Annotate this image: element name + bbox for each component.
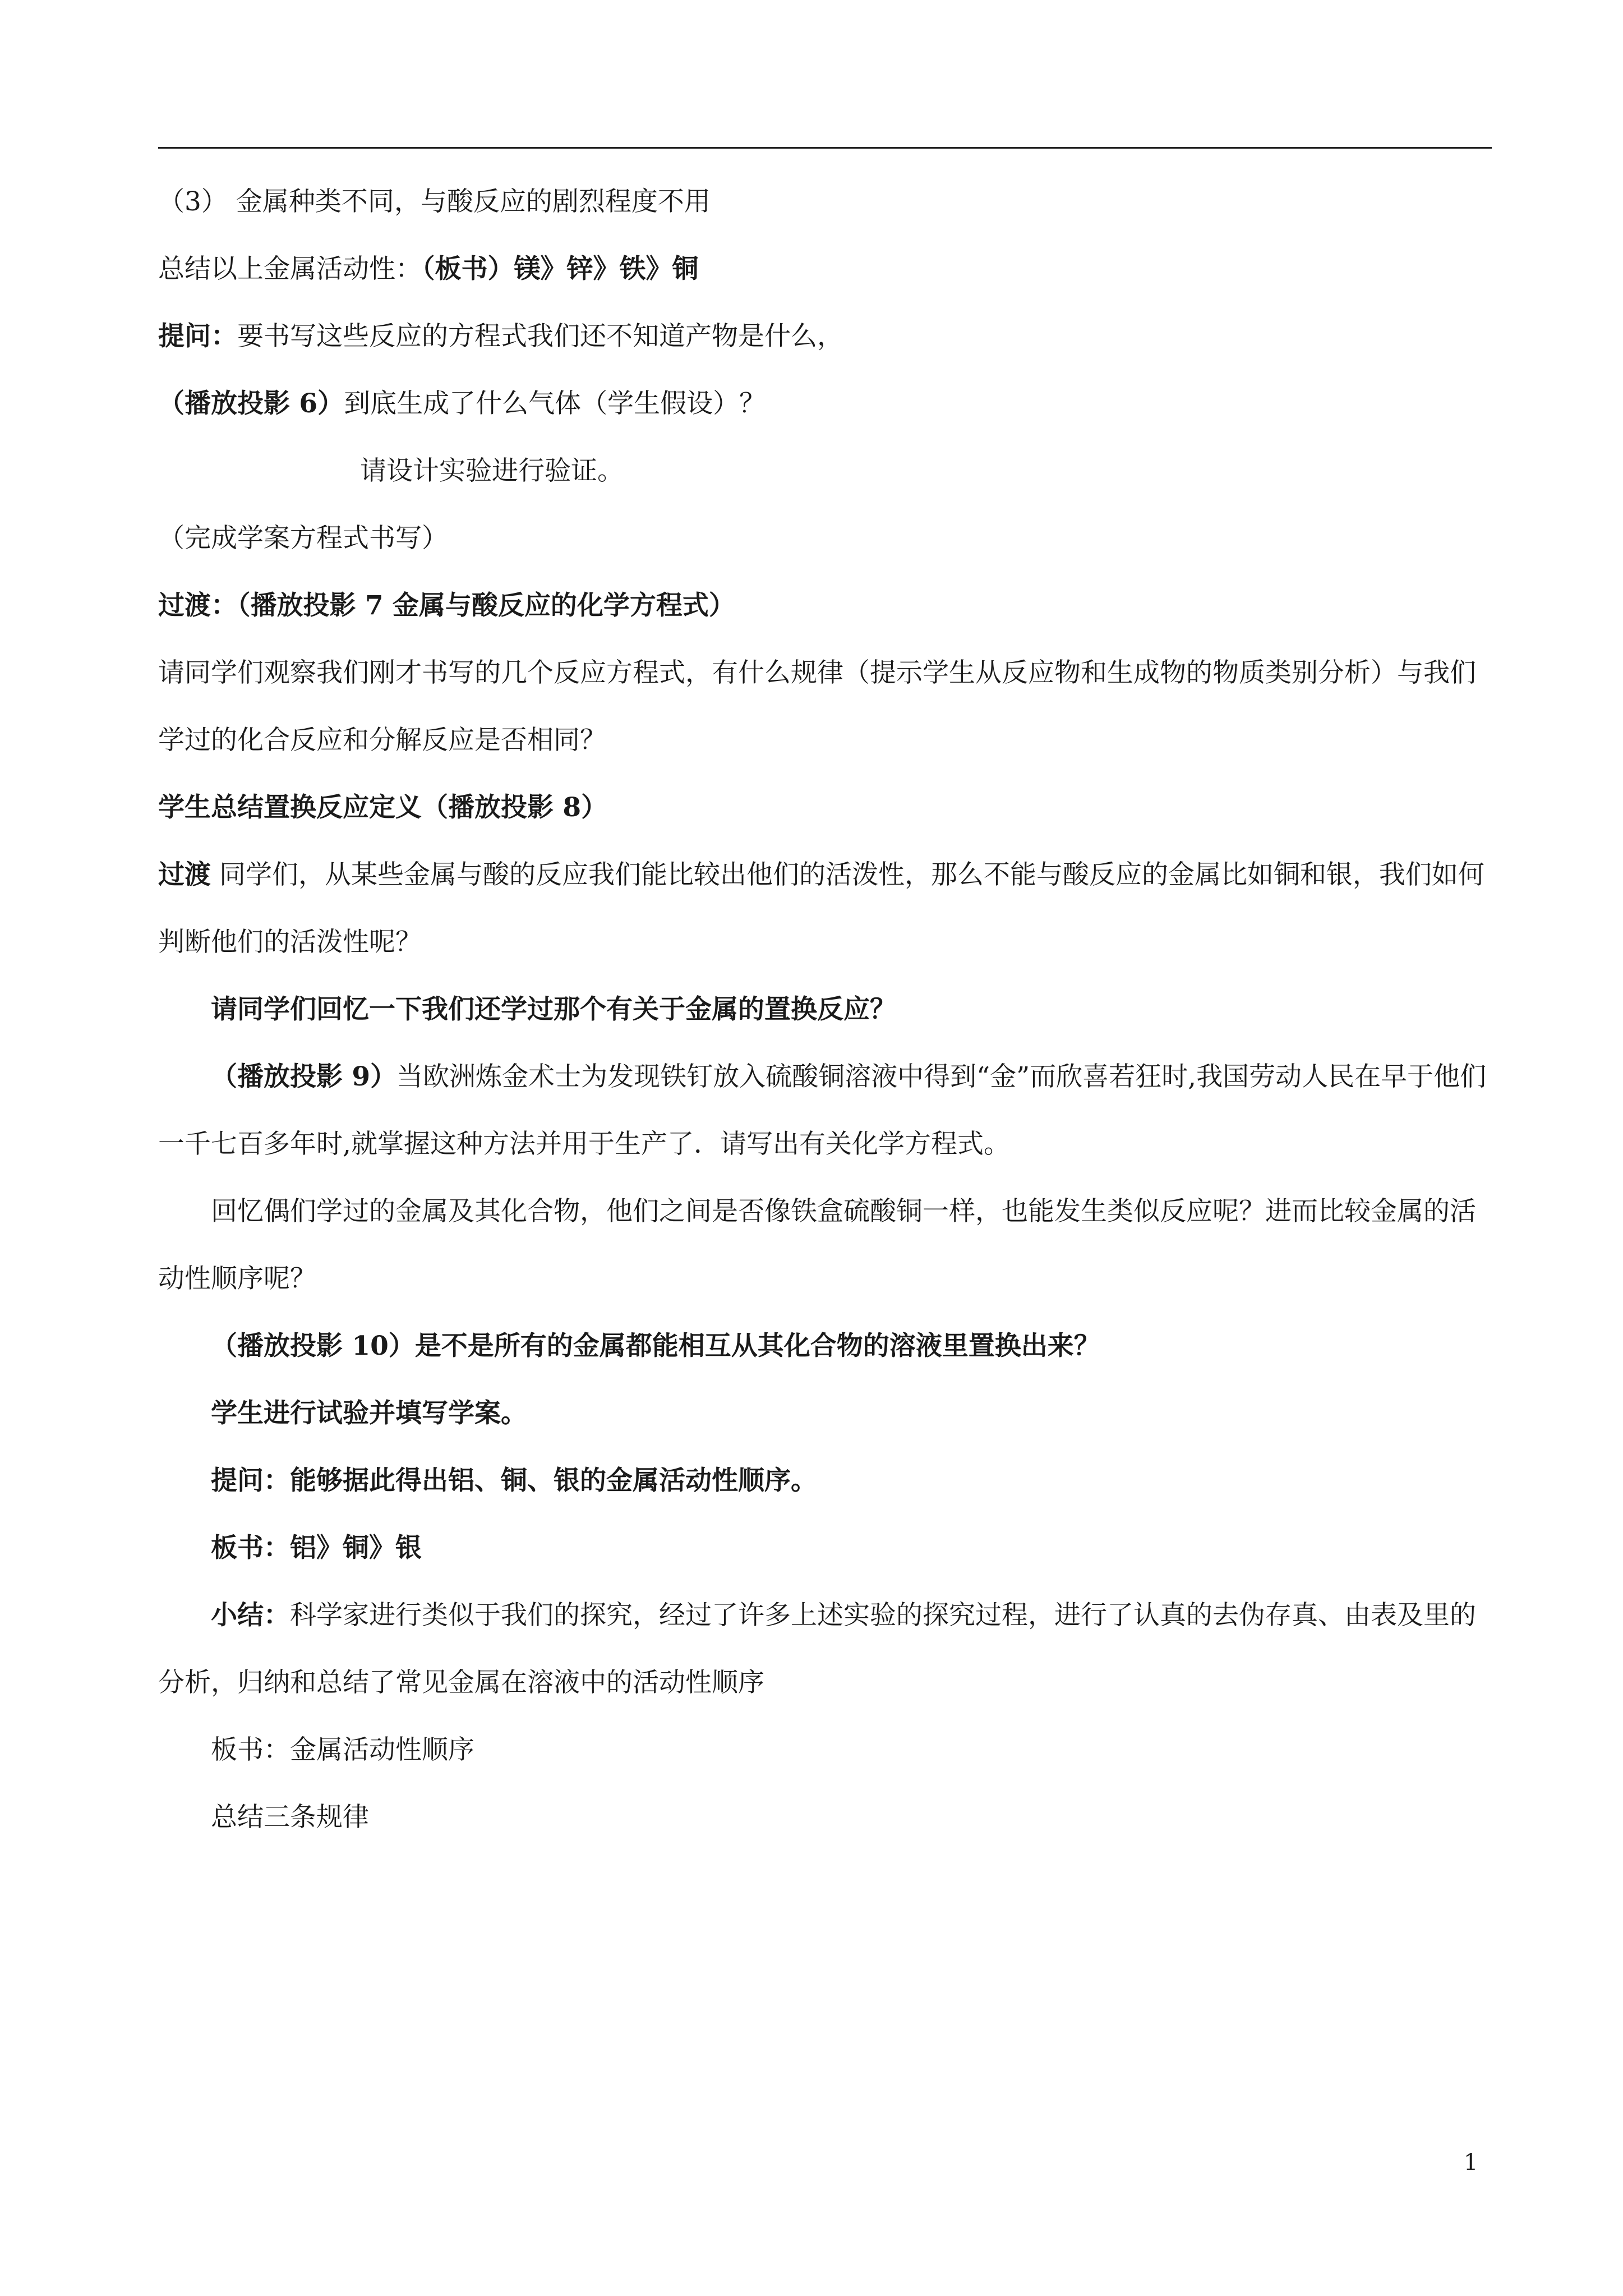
line-14-bold: （播放投影 10）是不是所有的金属都能相互从其化合物的溶液里置换出来？ [211, 1331, 1100, 1361]
line-8 [158, 639, 1492, 774]
line-11 [158, 976, 1492, 1043]
line-15-bold: 学生进行试验并填写学案。 [211, 1398, 527, 1429]
line-10 [158, 841, 1492, 976]
line-18-bold: 小结： [211, 1600, 290, 1631]
line-12 [158, 1043, 1492, 1178]
line-7-bold: 过渡：（播放投影 7 金属与酸反应的化学方程式） [158, 590, 735, 621]
line-20 [158, 1784, 1492, 1851]
line-3 [158, 303, 1492, 370]
line-1 [158, 168, 1492, 236]
line-19-text: 板书：金属活动性顺序 [211, 1734, 474, 1765]
line-19 [158, 1717, 1492, 1784]
line-18-text: 科学家进行类似于我们的探究，经过了许多上述实验的探究过程，进行了认真的去伪存真、由表及里的分析，归纳和总结了常见金属在溶液中的活动性顺序 [158, 1600, 1476, 1698]
line-13-text: 回忆偶们学过的金属及其化合物，他们之间是否像铁盒硫酸铜一样，也能发生类似反应呢？进而比较金属的活动性顺序呢？ [158, 1196, 1476, 1294]
header-rule [158, 147, 1492, 149]
line-20-text: 总结三条规律 [211, 1802, 369, 1833]
line-6-text: （完成学案方程式书写） [158, 523, 448, 554]
line-11-bold: 请同学们回忆一下我们还学过那个有关于金属的置换反应？ [211, 994, 896, 1025]
line-17 [158, 1515, 1492, 1582]
line-1-text: （3） 金属种类不同，与酸反应的剧烈程度不用 [158, 186, 711, 217]
line-7 [158, 572, 1492, 639]
line-16 [158, 1447, 1492, 1515]
line-4 [158, 370, 1492, 438]
line-13 [158, 1178, 1492, 1313]
line-5 [158, 438, 1492, 505]
line-16-bold: 提问：能够据此得出铝、铜、银的金属活动性顺序。 [211, 1465, 817, 1496]
line-12-bold: （播放投影 9） [211, 1061, 397, 1092]
line-3-text: 要书写这些反应的方程式我们还不知道产物是什么， [237, 321, 843, 352]
line-6 [158, 505, 1492, 572]
line-10-bold: 过渡 [158, 859, 211, 890]
line-17-bold: 板书：铝》铜》银 [211, 1533, 422, 1563]
line-4-text: 到底生成了什么气体（学生假设）？ [344, 388, 766, 419]
line-2-bold-tail: （板书）镁》锌》铁》铜 [422, 254, 699, 284]
page-number: 1 [1464, 2150, 1478, 2175]
line-14 [158, 1313, 1492, 1380]
line-2-text: 总结以上金属活动性： [158, 254, 422, 284]
line-9 [158, 774, 1492, 841]
line-2 [158, 236, 1492, 303]
line-15 [158, 1380, 1492, 1447]
line-10-text: 同学们，从某些金属与酸的反应我们能比较出他们的活泼性，那么不能与酸反应的金属比如铜和银，我们如何判断他们的活泼性呢？ [158, 859, 1484, 958]
line-9-bold: 学生总结置换反应定义（播放投影 8） [158, 792, 608, 823]
line-12-text: 当欧洲炼金术士为发现铁钉放入硫酸铜溶液中得到“金”而欣喜若狂时,我国劳动人民在早于他们一千七百多年时,就掌握这种方法并用于生产了．请写出有关化学方程式。 [158, 1061, 1487, 1159]
line-8-text: 请同学们观察我们刚才书写的几个反应方程式，有什么规律（提示学生从反应物和生成物的物质类别分析）与我们学过的化合反应和分解反应是否相同？ [158, 657, 1476, 756]
line-5-text: 请设计实验进行验证。 [360, 455, 624, 486]
line-4-bold: （播放投影 6） [158, 388, 344, 419]
line-18 [158, 1582, 1492, 1717]
line-3-bold: 提问： [158, 321, 237, 352]
document-body [158, 168, 1492, 1851]
